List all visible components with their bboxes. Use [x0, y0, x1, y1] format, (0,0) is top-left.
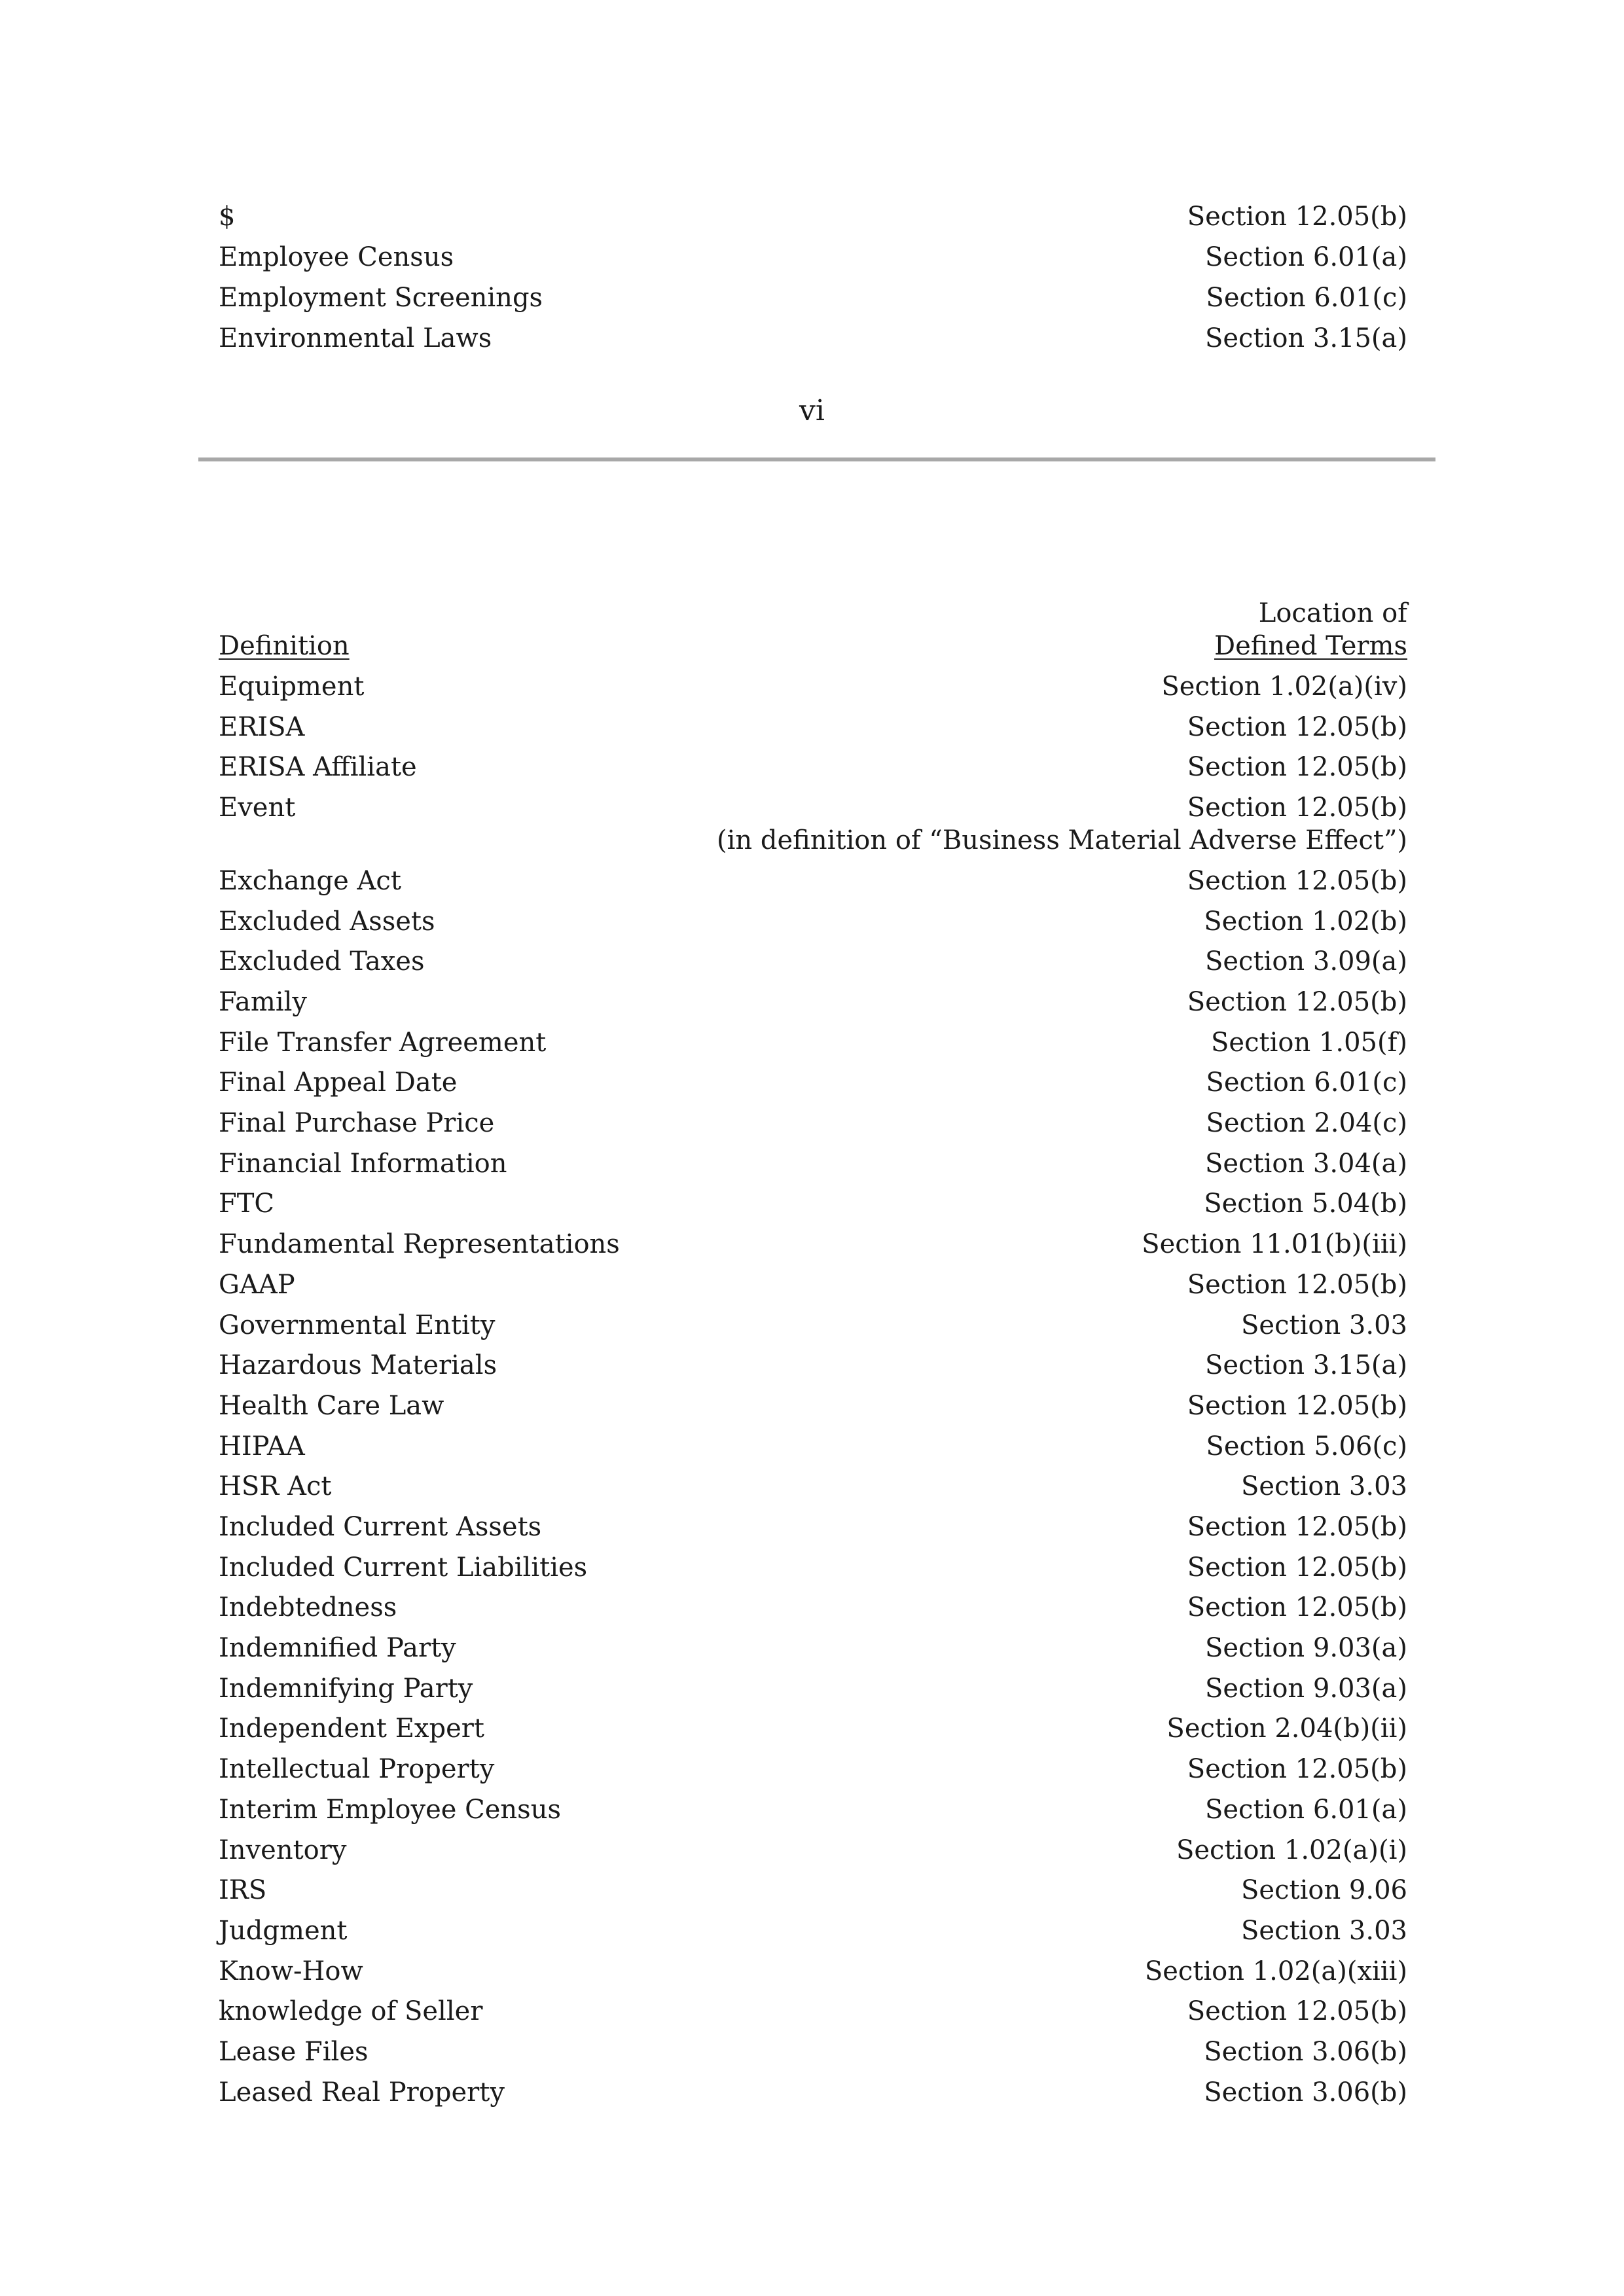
- term-location: Section 12.05(b): [1187, 987, 1407, 1017]
- term-location: Section 9.03(a): [1204, 1633, 1407, 1663]
- defined-term: FTC: [219, 1189, 275, 1219]
- defined-term: HSR Act: [219, 1471, 332, 1501]
- term-location: Section 12.05(b): [1187, 793, 1407, 823]
- defined-term: Exchange Act: [219, 866, 401, 896]
- defined-term: Intellectual Property: [219, 1754, 495, 1784]
- term-location: Section 12.05(b): [1187, 1592, 1407, 1623]
- term-location: Section 2.04(c): [1206, 1108, 1407, 1138]
- defined-term: Environmental Laws: [219, 323, 492, 353]
- defined-term: ERISA: [219, 712, 305, 742]
- defined-term: Equipment: [219, 672, 365, 702]
- term-location: Section 3.06(b): [1204, 2077, 1407, 2108]
- term-location: Section 12.05(b): [1187, 1512, 1407, 1542]
- defined-term: Indemnifying Party: [219, 1674, 473, 1704]
- term-location: Section 3.03: [1241, 1310, 1407, 1340]
- term-location: Section 3.15(a): [1204, 323, 1407, 353]
- defined-term: Inventory: [219, 1835, 347, 1865]
- term-location: Section 1.05(f): [1211, 1028, 1407, 1058]
- defined-term: HIPAA: [219, 1431, 305, 1462]
- defined-term: Final Purchase Price: [219, 1108, 495, 1138]
- defined-term: Employee Census: [219, 242, 454, 272]
- defined-term: Financial Information: [219, 1149, 507, 1179]
- term-location: Section 5.06(c): [1206, 1431, 1407, 1462]
- defined-term: Governmental Entity: [219, 1310, 496, 1340]
- term-location: Section 1.02(a)(i): [1176, 1835, 1407, 1865]
- term-location: Section 12.05(b): [1187, 202, 1407, 232]
- defined-term: Hazardous Materials: [219, 1350, 497, 1380]
- term-location: Section 6.01(c): [1206, 1067, 1407, 1098]
- term-location: Section 12.05(b): [1187, 1754, 1407, 1784]
- term-location: Section 12.05(b): [1187, 712, 1407, 742]
- defined-term: Health Care Law: [219, 1391, 444, 1421]
- defined-term: Indebtedness: [219, 1592, 397, 1623]
- term-location: Section 3.09(a): [1204, 946, 1407, 977]
- defined-term: IRS: [219, 1875, 267, 1905]
- defined-term: Final Appeal Date: [219, 1067, 458, 1098]
- defined-term: ERISA Affiliate: [219, 752, 417, 782]
- term-location: Section 6.01(a): [1204, 242, 1407, 272]
- defined-term: Event: [219, 793, 296, 823]
- term-location: Section 1.02(a)(iv): [1161, 672, 1407, 702]
- term-location: Section 3.15(a): [1204, 1350, 1407, 1380]
- defined-term: Leased Real Property: [219, 2077, 505, 2108]
- term-location: Section 9.06: [1241, 1875, 1407, 1905]
- term-location: Section 3.06(b): [1204, 2037, 1407, 2067]
- defined-term: knowledge of Seller: [219, 1996, 483, 2026]
- defined-term: Independent Expert: [219, 1713, 484, 1744]
- term-location: Section 3.03: [1241, 1471, 1407, 1501]
- term-location: Section 9.03(a): [1204, 1674, 1407, 1704]
- defined-term: $: [219, 202, 236, 232]
- term-location: Section 6.01(a): [1204, 1795, 1407, 1825]
- defined-term: GAAP: [219, 1270, 295, 1300]
- location-header-line1: Location of: [1258, 598, 1407, 628]
- term-location: Section 3.04(a): [1204, 1149, 1407, 1179]
- defined-term: File Transfer Agreement: [219, 1028, 547, 1058]
- term-location: Section 12.05(b): [1187, 1552, 1407, 1583]
- term-location: Section 12.05(b): [1187, 1391, 1407, 1421]
- defined-term: Know-How: [219, 1956, 363, 1986]
- definition-header: Definition: [219, 631, 350, 661]
- term-location: Section 12.05(b): [1187, 752, 1407, 782]
- defined-term: Judgment: [219, 1916, 348, 1946]
- term-location: Section 12.05(b): [1187, 866, 1407, 896]
- term-location: Section 1.02(b): [1204, 906, 1407, 937]
- location-header-line2: Defined Terms: [1214, 631, 1407, 661]
- term-location: Section 1.02(a)(xiii): [1144, 1956, 1407, 1986]
- defined-term: Employment Screenings: [219, 283, 543, 313]
- term-location: Section 3.03: [1241, 1916, 1407, 1946]
- term-location-note: (in definition of “Business Material Adverse Effect”): [717, 825, 1407, 855]
- defined-term: Family: [219, 987, 307, 1017]
- term-location: Section 12.05(b): [1187, 1270, 1407, 1300]
- defined-term: Lease Files: [219, 2037, 369, 2067]
- term-location: Section 2.04(b)(ii): [1166, 1713, 1407, 1744]
- defined-term: Included Current Liabilities: [219, 1552, 588, 1583]
- term-location: Section 11.01(b)(iii): [1142, 1229, 1407, 1259]
- defined-term: Excluded Taxes: [219, 946, 425, 977]
- term-location: Section 12.05(b): [1187, 1996, 1407, 2026]
- page-number: vi: [799, 394, 825, 427]
- term-location: Section 5.04(b): [1204, 1189, 1407, 1219]
- page-divider: [198, 457, 1435, 461]
- defined-term: Interim Employee Census: [219, 1795, 561, 1825]
- defined-term: Indemnified Party: [219, 1633, 456, 1663]
- defined-term: Fundamental Representations: [219, 1229, 620, 1259]
- defined-term: Included Current Assets: [219, 1512, 542, 1542]
- defined-term: Excluded Assets: [219, 906, 435, 937]
- term-location: Section 6.01(c): [1206, 283, 1407, 313]
